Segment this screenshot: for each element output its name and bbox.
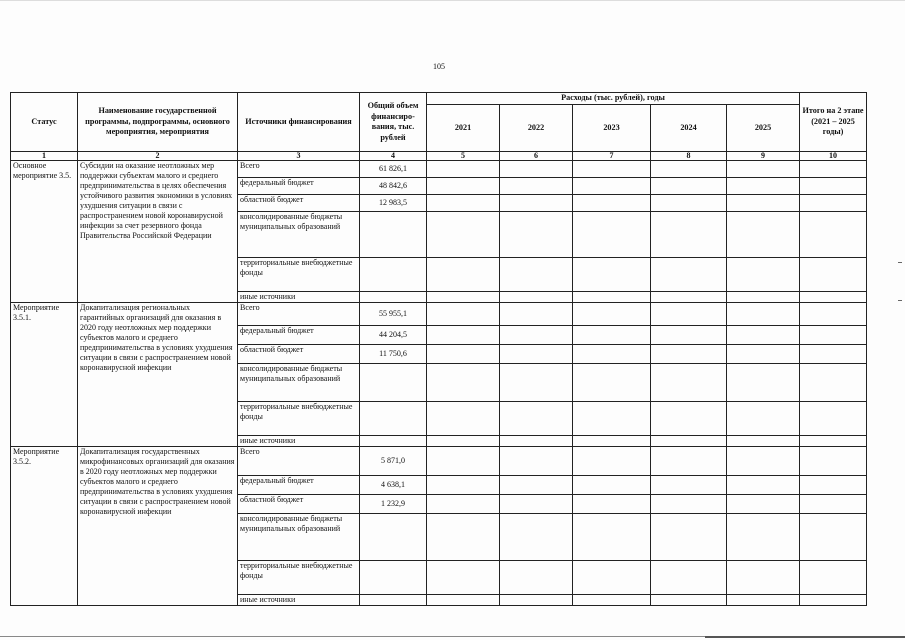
total-cell	[360, 364, 427, 402]
empty-value-cell	[727, 178, 800, 195]
total-cell: 4 638,1	[360, 476, 427, 495]
empty-value-cell	[573, 402, 651, 436]
empty-value-cell	[800, 595, 867, 606]
table-row	[11, 161, 867, 178]
empty-value-cell	[800, 495, 867, 514]
column-number: 8	[651, 152, 727, 161]
total-cell	[360, 258, 427, 292]
empty-value-cell	[651, 402, 727, 436]
empty-value-cell	[500, 195, 573, 212]
header-year: 2023	[573, 105, 651, 152]
empty-value-cell	[651, 345, 727, 364]
table-row	[11, 303, 867, 326]
empty-value-cell	[651, 258, 727, 292]
source-cell: Всего	[238, 161, 360, 178]
source-cell: областной бюджет	[238, 195, 360, 212]
scan-edge-bottom-dark	[705, 636, 905, 638]
status-cell: Основное мероприятие 3.5.	[11, 161, 78, 303]
total-cell: 5 871,0	[360, 447, 427, 476]
empty-value-cell	[800, 447, 867, 476]
empty-value-cell	[727, 364, 800, 402]
empty-value-cell	[427, 436, 500, 447]
empty-value-cell	[573, 514, 651, 561]
empty-value-cell	[727, 258, 800, 292]
empty-value-cell	[651, 595, 727, 606]
source-cell: иные источники	[238, 436, 360, 447]
empty-value-cell	[573, 303, 651, 326]
total-cell: 55 955,1	[360, 303, 427, 326]
table-body	[11, 161, 867, 606]
source-cell: территориальные внебюджетные фонды	[238, 258, 360, 292]
empty-value-cell	[573, 436, 651, 447]
empty-value-cell	[573, 447, 651, 476]
empty-value-cell	[427, 495, 500, 514]
empty-value-cell	[427, 292, 500, 303]
empty-value-cell	[800, 514, 867, 561]
empty-value-cell	[573, 212, 651, 258]
total-cell: 11 750,6	[360, 345, 427, 364]
empty-value-cell	[573, 345, 651, 364]
total-cell	[360, 436, 427, 447]
empty-value-cell	[727, 345, 800, 364]
empty-value-cell	[500, 364, 573, 402]
source-cell: федеральный бюджет	[238, 178, 360, 195]
source-cell: консолидированные бюджеты муниципальных образований	[238, 212, 360, 258]
empty-value-cell	[651, 292, 727, 303]
empty-value-cell	[651, 161, 727, 178]
empty-value-cell	[427, 514, 500, 561]
empty-value-cell	[800, 292, 867, 303]
empty-value-cell	[727, 326, 800, 345]
empty-value-cell	[500, 476, 573, 495]
column-number: 3	[238, 152, 360, 161]
empty-value-cell	[800, 303, 867, 326]
total-cell: 61 826,1	[360, 161, 427, 178]
empty-value-cell	[727, 303, 800, 326]
empty-value-cell	[573, 195, 651, 212]
empty-value-cell	[500, 514, 573, 561]
empty-value-cell	[651, 447, 727, 476]
empty-value-cell	[500, 303, 573, 326]
empty-value-cell	[651, 364, 727, 402]
empty-value-cell	[800, 161, 867, 178]
empty-value-cell	[427, 364, 500, 402]
column-number: 2	[78, 152, 238, 161]
empty-value-cell	[427, 561, 500, 595]
column-number: 7	[573, 152, 651, 161]
empty-value-cell	[727, 561, 800, 595]
total-cell: 44 204,5	[360, 326, 427, 345]
empty-value-cell	[651, 303, 727, 326]
header-result: Итого на 2 этапе (2021 – 2025 годы)	[800, 93, 867, 152]
empty-value-cell	[651, 195, 727, 212]
empty-value-cell	[727, 436, 800, 447]
empty-value-cell	[573, 561, 651, 595]
empty-value-cell	[727, 195, 800, 212]
empty-value-cell	[727, 212, 800, 258]
empty-value-cell	[727, 514, 800, 561]
empty-value-cell	[500, 561, 573, 595]
source-cell: территориальные внебюджетные фонды	[238, 561, 360, 595]
empty-value-cell	[573, 595, 651, 606]
empty-value-cell	[573, 476, 651, 495]
empty-value-cell	[727, 161, 800, 178]
total-cell: 1 232,9	[360, 495, 427, 514]
empty-value-cell	[800, 178, 867, 195]
total-cell	[360, 514, 427, 561]
empty-value-cell	[727, 495, 800, 514]
empty-value-cell	[800, 195, 867, 212]
empty-value-cell	[573, 495, 651, 514]
empty-value-cell	[500, 326, 573, 345]
empty-value-cell	[427, 195, 500, 212]
empty-value-cell	[500, 447, 573, 476]
column-number: 9	[727, 152, 800, 161]
empty-value-cell	[427, 212, 500, 258]
total-cell	[360, 212, 427, 258]
empty-value-cell	[651, 212, 727, 258]
empty-value-cell	[500, 495, 573, 514]
source-cell: территориальные внебюджетные фонды	[238, 402, 360, 436]
header-sources: Источники финансирования	[238, 93, 360, 152]
empty-value-cell	[427, 595, 500, 606]
empty-value-cell	[651, 514, 727, 561]
empty-value-cell	[651, 561, 727, 595]
empty-value-cell	[500, 345, 573, 364]
empty-value-cell	[727, 595, 800, 606]
empty-value-cell	[500, 292, 573, 303]
empty-value-cell	[651, 178, 727, 195]
total-cell	[360, 561, 427, 595]
empty-value-cell	[573, 161, 651, 178]
source-cell: иные источники	[238, 595, 360, 606]
empty-value-cell	[727, 292, 800, 303]
empty-value-cell	[800, 326, 867, 345]
header-expenses: Расходы (тыс. рублей), годы	[427, 93, 800, 105]
empty-value-cell	[427, 476, 500, 495]
empty-value-cell	[500, 258, 573, 292]
column-number: 10	[800, 152, 867, 161]
scan-mark	[898, 300, 902, 301]
empty-value-cell	[800, 258, 867, 292]
source-cell: Всего	[238, 303, 360, 326]
column-number: 4	[360, 152, 427, 161]
column-number: 5	[427, 152, 500, 161]
source-cell: консолидированные бюджеты муниципальных образований	[238, 364, 360, 402]
total-cell	[360, 292, 427, 303]
activity-name-cell: Субсидии на оказание неотложных мер поддержки субъектам малого и среднего предпринимательства в целях обеспечения устойчивого развития экономики в условиях ухудшения ситуации в связи с распространением новой коронавирусной инфекции за счет резервного фонда Правительства Российской Федерации	[78, 161, 238, 303]
header-year: 2024	[651, 105, 727, 152]
empty-value-cell	[573, 258, 651, 292]
empty-value-cell	[800, 345, 867, 364]
column-number: 1	[11, 152, 78, 161]
empty-value-cell	[800, 364, 867, 402]
empty-value-cell	[727, 476, 800, 495]
empty-value-cell	[800, 561, 867, 595]
empty-value-cell	[427, 345, 500, 364]
source-cell: федеральный бюджет	[238, 326, 360, 345]
source-cell: областной бюджет	[238, 345, 360, 364]
empty-value-cell	[573, 364, 651, 402]
source-cell: федеральный бюджет	[238, 476, 360, 495]
empty-value-cell	[427, 402, 500, 436]
header-year: 2021	[427, 105, 500, 152]
empty-value-cell	[500, 595, 573, 606]
total-cell	[360, 595, 427, 606]
empty-value-cell	[427, 161, 500, 178]
table-row	[11, 447, 867, 476]
header-name: Наименование государственной программы, подпрограммы, основного мероприятия, мероприятия	[78, 93, 238, 152]
empty-value-cell	[573, 178, 651, 195]
header-year: 2022	[500, 105, 573, 152]
empty-value-cell	[500, 402, 573, 436]
empty-value-cell	[651, 436, 727, 447]
empty-value-cell	[573, 292, 651, 303]
empty-value-cell	[800, 476, 867, 495]
empty-value-cell	[427, 178, 500, 195]
status-cell: Мероприятие 3.5.2.	[11, 447, 78, 606]
empty-value-cell	[573, 326, 651, 345]
empty-value-cell	[651, 495, 727, 514]
empty-value-cell	[500, 212, 573, 258]
total-cell: 48 842,6	[360, 178, 427, 195]
source-cell: областной бюджет	[238, 495, 360, 514]
empty-value-cell	[427, 447, 500, 476]
scan-mark	[898, 262, 902, 263]
financing-table	[10, 92, 867, 606]
scan-edge-top	[0, 0, 905, 1]
empty-value-cell	[800, 212, 867, 258]
empty-value-cell	[727, 447, 800, 476]
total-cell: 12 983,5	[360, 195, 427, 212]
source-cell: иные источники	[238, 292, 360, 303]
column-number: 6	[500, 152, 573, 161]
empty-value-cell	[800, 402, 867, 436]
source-cell: консолидированные бюджеты муниципальных образований	[238, 514, 360, 561]
empty-value-cell	[727, 402, 800, 436]
empty-value-cell	[500, 436, 573, 447]
header-status: Статус	[11, 93, 78, 152]
empty-value-cell	[651, 476, 727, 495]
empty-value-cell	[651, 326, 727, 345]
empty-value-cell	[427, 258, 500, 292]
source-cell: Всего	[238, 447, 360, 476]
total-cell	[360, 402, 427, 436]
status-cell: Мероприятие 3.5.1.	[11, 303, 78, 447]
empty-value-cell	[500, 161, 573, 178]
activity-name-cell: Докапитализация государственных микрофинансовых организаций для оказания в 2020 году неотложных мер поддержки субъектов малого и среднего предпринимательства в условиях ухудшения ситуации в связи с распространением новой коронавирусной инфекции	[78, 447, 238, 606]
empty-value-cell	[427, 326, 500, 345]
header-year: 2025	[727, 105, 800, 152]
empty-value-cell	[800, 436, 867, 447]
empty-value-cell	[427, 303, 500, 326]
page-number: 105	[433, 62, 445, 71]
header-total: Общий объем финансиро-вания, тыс. рублей	[360, 93, 427, 152]
empty-value-cell	[500, 178, 573, 195]
activity-name-cell: Докапитализация региональных гарантийных организаций для оказания в 2020 году неотложных мер поддержки субъектов малого и среднего предпринимательства в условиях ухудшения ситуации в связи с распространением новой коронавирусной инфекции	[78, 303, 238, 447]
